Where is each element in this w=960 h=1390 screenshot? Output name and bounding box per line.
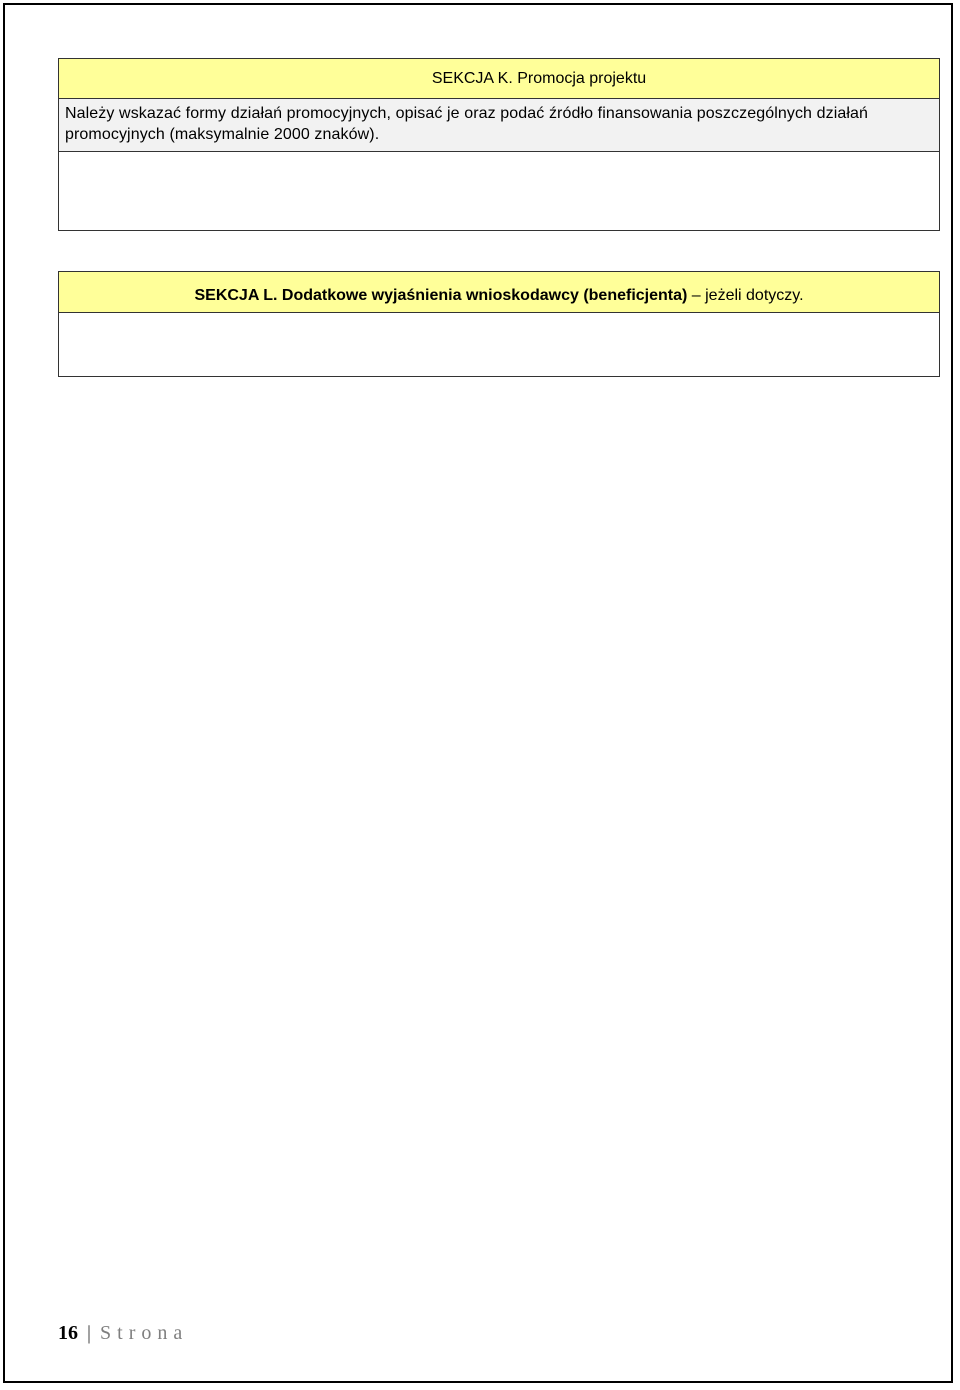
section-l-title	[59, 272, 940, 313]
section-l-title-note: – jeżeli dotyczy.	[687, 287, 804, 304]
section-l-answer-field[interactable]	[59, 313, 940, 377]
section-k-title: SEKCJA K. Promocja projektu	[59, 59, 940, 99]
section-l-title-bold: SEKCJA L. Dodatkowe wyjaśnienia wnioskodawcy (beneficjenta)	[194, 287, 688, 304]
section-k-table	[58, 58, 940, 231]
page-footer	[58, 1322, 188, 1345]
section-l-table	[58, 271, 940, 377]
footer-separator: |	[87, 1322, 92, 1344]
page-label: Strona	[100, 1322, 189, 1344]
section-k-description: Należy wskazać formy działań promocyjnych, opisać je oraz podać źródło finansowania poszczególnych działań promocyjnych (maksymalnie 2000 znaków).	[59, 99, 940, 152]
page-number: 16	[58, 1322, 78, 1344]
section-k-answer-field[interactable]	[59, 152, 940, 231]
